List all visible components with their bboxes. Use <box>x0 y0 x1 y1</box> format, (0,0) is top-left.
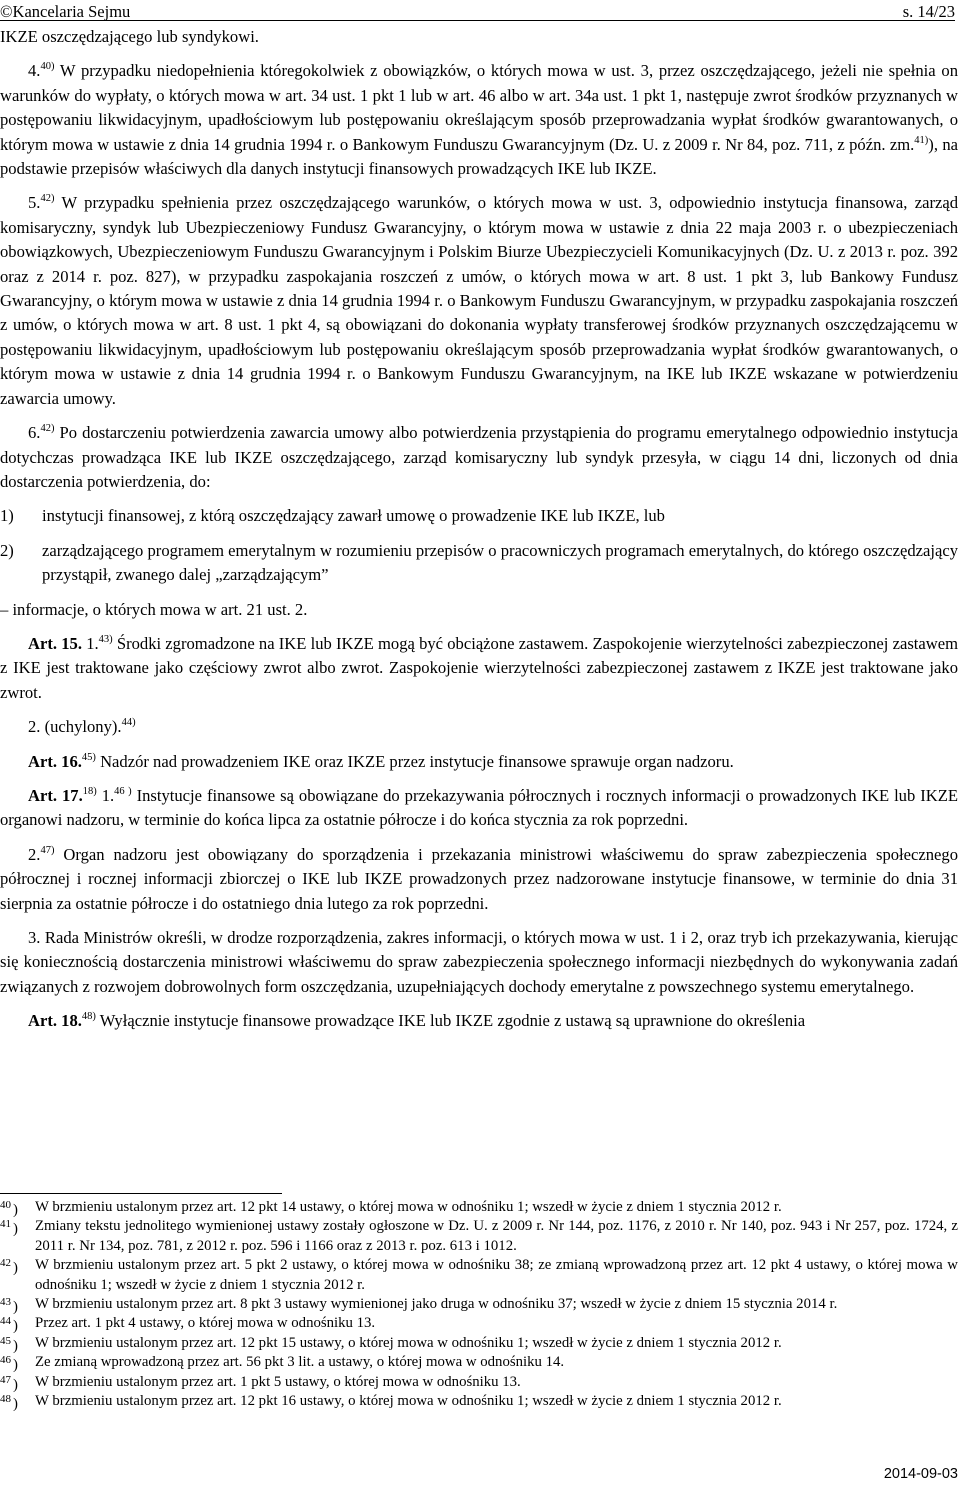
list-item-2: 2) zarządzającego programem emerytalnym w rozumieniu przepisów o pracowniczych programach emerytalnych, do którego oszczędzający przystąpił, zwanego dalej „zarządzającym” <box>0 540 958 585</box>
footnote-ref-48[interactable]: 48) <box>81 1011 96 1023</box>
footnote <box>0 1256 958 1295</box>
article-17-point-3: 3. Rada Ministrów określi, w drodze rozporządzenia, zakres informacji, o których mowa w ust. 1 i 2, oraz tryb ich przekazywania, kierując się koniecznością dostarczenia ministrowi właściwemu do spraw zabezpieczenia społecznego informacji niezbędnych do wykonywania zadań związanych z rozwojem dobrowolnych form oszczędzania, uzupełniających dochody emerytalne z powszechnego systemu emerytalnego. <box>0 928 958 996</box>
footnote-text: W brzmieniu ustalonym przez art. 12 pkt 15 ustawy, o której mowa w odnośniku 1; wszedł w życie z dniem 1 stycznia 2012 r. <box>35 1334 782 1351</box>
footnote <box>0 1334 958 1353</box>
footnote-mark: 47 ) <box>0 1373 18 1393</box>
footnote-text: Przez art. 1 pkt 4 ustawy, o której mowa w odnośniku 13. <box>35 1315 376 1332</box>
footnote-mark: 40 ) <box>0 1199 18 1218</box>
footnote-text: Ze zmianą wprowadzoną przez art. 56 pkt 3 lit. a ustawy, o której mowa w odnośniku 14. <box>35 1354 565 1371</box>
footnote-ref-44[interactable]: 44) <box>121 717 136 729</box>
footnote-separator <box>0 1193 282 1194</box>
footer-date: 2014-09-03 <box>883 1466 958 1482</box>
article-17-point-2: 2.$^{47)}$ Organ nadzoru jest obowiązany do sporządzenia i przekazania ministrowi właściwemu do spraw zabezpieczenia społecznego półrocznej i rocznej informacji zbiorczej o IKE lub IKZE prowadzonych przez nadzorowane instytucje finansowe, w terminie do dnia 31 sierpnia za ostatnie półrocze i do ostatniego dnia lutego za rok poprzedni. <box>0 844 958 913</box>
footnote-ref-46[interactable]: 46 ) <box>114 785 132 797</box>
footnote <box>0 1392 958 1411</box>
article-17: Art. 17.$^{18)}$ 1.$^{46 )}$ Instytucje finansowe są obowiązane do przekazywania półrocznych i rocznych informacji o prowadzonych IKE lub IKZE organowi nadzoru, w terminie do końca lipca za ostatnie półrocze i do końca stycznia za rok poprzedni. <box>0 785 959 830</box>
header-publisher: ©Kancelaria Sejmu <box>0 2 131 21</box>
footnote-text: W brzmieniu ustalonym przez art. 8 pkt 3 ustawy wymienionej jako druga w odnośniku 37; wszedł w życie z dniem 15 stycznia 2014 r. <box>35 1296 838 1313</box>
header-rule <box>0 20 955 21</box>
paragraph-6: 6.$^{42)}$ Po dostarczeniu potwierdzenia zawarcia umowy albo potwierdzenia przystąpienia do programu emerytalnego odpowiednio instytucja dotychczas prowadząca IKE lub IKZE oszczędzającego, zarząd komisaryczny lub syndyk przesyła, w ciągu 14 dni, liczonych od dnia dostarczenia potwierdzenia, do: <box>0 423 958 491</box>
article-18-label: Art. 18. <box>28 1011 82 1031</box>
footnote <box>0 1314 958 1333</box>
footnote-text: Zmiany tekstu jednolitego wymienionej ustawy zostały ogłoszone w Dz. U. z 2009 r. Nr 144, poz. 1176, z 2010 r. Nr 140, poz. 943 i Nr 257, poz. 1724, z 2011 r. Nr 134, poz. 781, z 2012 r. poz. 596 i 1166 oraz z 2013 r. poz. 613 i 1012. <box>35 1218 958 1254</box>
footnote-ref-47[interactable]: 47) <box>40 844 55 856</box>
footnote-ref-42b[interactable]: 42) <box>40 423 55 435</box>
footnote-text: W brzmieniu ustalonym przez art. 5 pkt 2 ustawy, o której mowa w odnośniku 38; ze zmianą wprowadzoną przez art. 12 pkt 4 ustawy, o której mowa w odnośniku 1; wszedł w życie z dniem 1 stycznia 2012 r. <box>35 1257 958 1293</box>
footnote-ref-18[interactable]: 18) <box>82 785 97 797</box>
article-18: Art. 18.$^{48)}$ Wyłącznie instytucje finansowe prowadzące IKE lub IKZE zgodnie z ustawą są uprawnione do określenia <box>28 1011 806 1031</box>
article-17-label: Art. 17. <box>28 785 83 805</box>
article-16: Art. 16.$^{45)}$ Nadzór nad prowadzeniem IKE oraz IKZE przez instytucje finansowe sprawuje organ nadzoru. <box>28 751 734 771</box>
footnote <box>0 1295 958 1314</box>
footnote-ref-41[interactable]: 41) <box>914 134 929 146</box>
paragraph-continuation: IKZE oszczędzającego lub syndykowi. <box>0 27 259 46</box>
paragraph-5: 5.$^{42)}$ W przypadku spełnienia przez oszczędzającego warunków, o których mowa w ust. 3, odpowiednio instytucja finansowa, zarząd komisaryczny, syndyk lub Ubezpieczeniowy Fundusz Gwarancyjny, o którym mowa w ustawie z dnia 22 maja 2003 r. o ubezpieczeniach obowiązkowych, Ubezpieczeniowym Funduszu Gwarancyjnym i Polskim Biurze Ubezpieczycieli Komunikacyjnych (Dz. U. z 2013 r. poz. 392 oraz z 2014 r. poz. 827), w przypadku zaspokajania roszczeń z umów, o których mowa w art. 8 ust. 1 pkt 3, lub Bankowy Fundusz Gwarancyjny, o którym mowa w ustawie z dnia 14 grudnia 1994 r. o Bankowym Funduszu Gwarancyjnym, w przypadku zaspokajania roszczeń z umów, o których mowa w art. 8 ust. 1 pkt 4, są obowiązani do dokonania wypłaty transferowej środków przyznanych oszczędzającemu w postępowaniu likwidacyjnym, upadłościowym lub postępowaniu określającym sposób przeprowadzania wypłat środków gwarantowanych, o którym mowa w ustawie z dnia 14 grudnia 1994 r. o Bankowym Funduszu Gwarancyjnym, na IKE lub IKZE wskazane w potwierdzeniu zawarcia umowy. <box>0 193 958 408</box>
footnote-mark: 44 ) <box>0 1315 18 1335</box>
footnotes-section <box>0 1198 958 1411</box>
list-item-1: 1) instytucji finansowej, z którą oszczędzający zawarł umowę o prowadzenie IKE lub IKZE, lub <box>0 506 665 526</box>
paragraph-dash: – informacje, o których mowa w art. 21 ust. 2. <box>0 599 308 619</box>
document-body <box>0 25 958 1034</box>
footnote-mark: 48 ) <box>0 1393 18 1413</box>
article-15-label: Art. 15. <box>28 633 82 653</box>
footnote-mark: 46 ) <box>0 1354 18 1374</box>
footnote-ref-40[interactable]: 40) <box>40 61 55 73</box>
article-15-point-2: 2. (uchylony).$^{44)}$ <box>28 717 136 737</box>
footnote-mark: 43 ) <box>0 1296 18 1316</box>
footnote-mark: 41 ) <box>0 1218 18 1238</box>
footnote-mark: 42 ) <box>0 1257 18 1277</box>
footnote <box>0 1353 958 1372</box>
footnote-text: W brzmieniu ustalonym przez art. 1 pkt 5 ustawy, o której mowa w odnośniku 13. <box>35 1373 521 1390</box>
footnote-ref-43[interactable]: 43) <box>98 633 113 645</box>
footnote-mark: 45 ) <box>0 1334 18 1354</box>
footnote-text: W brzmieniu ustalonym przez art. 12 pkt 16 ustawy, o której mowa w odnośniku 1; wszedł w życie z dniem 1 stycznia 2012 r. <box>35 1393 782 1410</box>
footnote-ref-45[interactable]: 45) <box>81 751 96 763</box>
paragraph-4: 4.$^{40)}$ W przypadku niedopełnienia któregokolwiek z obowiązków, o których mowa w ust. 3, przez oszczędzającego, jeżeli nie spełnia on warunków do wypłaty, o których mowa w art. 34 ust. 1 pkt 1 lub w art. 46 albo w art. 34a ust. 1 pkt 1, następuje zwrot środków przyznanych w postępowaniu likwidacyjnym, upadłościowym lub postępowaniu określającym sposób przeprowadzania wypłat środków gwarantowanych, o którym mowa w ustawie z dnia 14 grudnia 1994 r. o Bankowym Funduszu Gwarancyjnym (Dz. U. z 2009 r. Nr 84, poz. 711, z późn. zm.$^{41)}$), na podstawie przepisów właściwych dla danych instytucji finansowych prowadzących IKE lub IKZE. <box>0 61 958 179</box>
footnote-text: W brzmieniu ustalonym przez art. 12 pkt 14 ustawy, o której mowa w odnośniku 1; wszedł w życie z dniem 1 stycznia 2012 r. <box>35 1199 782 1215</box>
footnote-ref-42[interactable]: 42) <box>40 193 55 205</box>
header-page-number: s. 14/23 <box>902 2 955 21</box>
footnote <box>0 1198 958 1217</box>
footnote <box>0 1373 958 1392</box>
footnote <box>0 1217 958 1256</box>
article-16-label: Art. 16. <box>28 751 82 771</box>
article-15: Art. 15. 1.$^{43)}$ Środki zgromadzone na IKE lub IKZE mogą być obciążone zastawem. Zaspokojenie wierzytelności zabezpieczonej zastawem z IKE jest traktowane jako częściowy zwrot albo zwrot. Zaspokojenie wierzytelności zabezpieczonej zastawem z IKZE jest traktowane jako zwrot. <box>0 633 959 702</box>
